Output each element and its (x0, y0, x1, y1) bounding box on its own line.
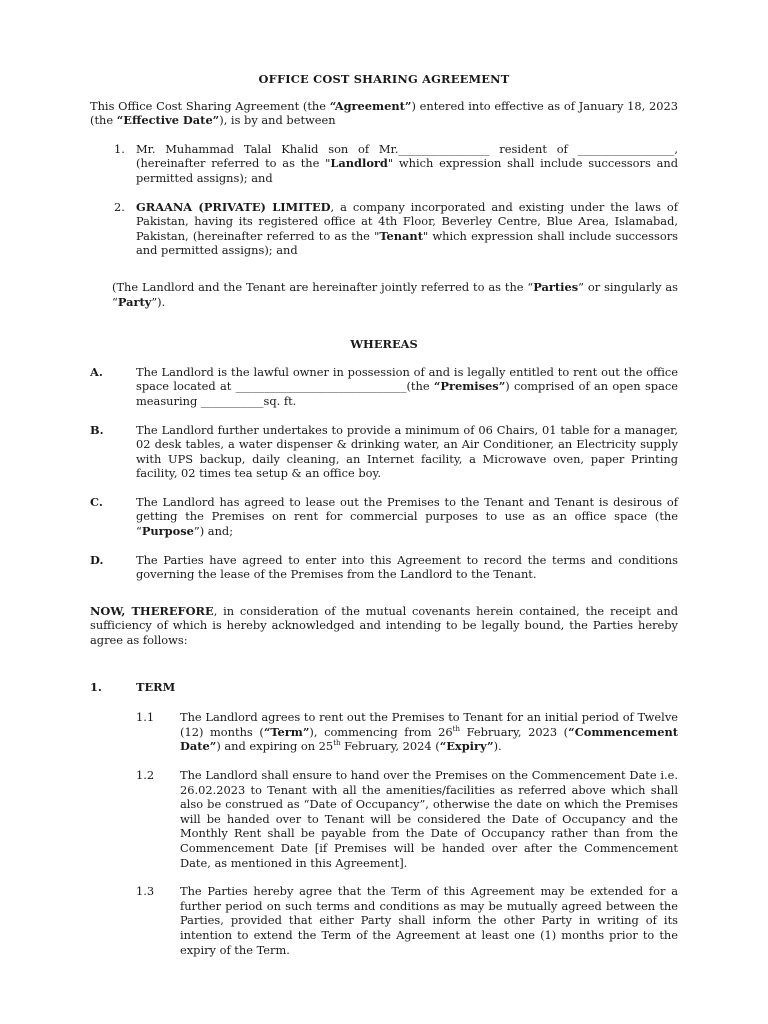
recital-text (136, 365, 678, 409)
clause-1-1 (136, 710, 678, 754)
recital-b (90, 423, 678, 481)
effective-date-term: “Effective Date” (116, 113, 220, 128)
recital-label: D. (90, 552, 104, 567)
tenant-company-name: GRAANA (PRIVATE) LIMITED (136, 199, 331, 214)
jointly-text: (The Landlord and the Tenant are hereinafter jointly referred to as the “ (112, 279, 534, 294)
party-text-part: Mr. Muhammad Talal Khalid son of Mr.________________ resident of _________________, (hereinafter referred to as the " (136, 141, 678, 171)
intro-paragraph (90, 99, 678, 128)
recital-text: The Parties have agreed to enter into this Agreement to record the terms and conditions governing the lease of the Premises from the Landlord to the Tenant. (136, 552, 678, 582)
recital-label: A. (90, 364, 103, 379)
party-tenant (114, 200, 678, 258)
clause-text-part: February, 2023 ( (460, 724, 569, 739)
term-term: “Term” (263, 724, 310, 739)
party-text (136, 200, 678, 258)
recital-label: C. (90, 494, 103, 509)
party-number: 2. (114, 199, 125, 214)
document-title: OFFICE COST SHARING AGREEMENT (258, 72, 510, 86)
now-therefore-lead: NOW, THEREFORE (90, 603, 214, 618)
clause-label: 1.3 (136, 884, 155, 899)
whereas-heading: WHEREAS (350, 337, 418, 352)
recital-a (90, 365, 678, 409)
now-therefore-text: , in consideration of the mutual covenants herein contained, the receipt and sufficiency of which is hereby acknowledged and intending to be legally bound, the Parties hereby agree as follows: (90, 603, 678, 648)
party-term: Party (117, 294, 152, 309)
clause-text-part: ). (493, 739, 502, 754)
section-title: TERM (136, 679, 176, 694)
recital-text (136, 495, 678, 539)
section-number: 1. (90, 679, 102, 694)
recital-text-part: The Landlord is the lawful owner in possession of and is legally entitled to rent out the office space located at ______________________________(the (136, 364, 678, 394)
party-text (136, 142, 678, 186)
now-therefore-paragraph (90, 604, 678, 648)
clause-1-3 (136, 884, 678, 957)
intro-text: ), is by and between (219, 113, 336, 128)
premises-term: “Premises” (433, 379, 506, 394)
commencement-date-term: “Commencement Date” (180, 724, 679, 754)
parties-definition (112, 280, 678, 309)
recital-text-part: The Landlord has agreed to lease out the Premises to the Tenant and Tenant is desirous of getting the Premises on rent for commercial purposes to use as an office space (the “ (136, 494, 678, 539)
recital-text-part: ”) and; (193, 524, 234, 539)
ordinal-suffix: th (333, 739, 341, 748)
party-text-part: " which expression shall include successors and permitted assigns); and (136, 228, 678, 258)
clause-text-part: The Landlord agrees to rent out the Premises to Tenant for an initial period of Twelve (12) months ( (180, 710, 678, 739)
clause-1-2 (136, 768, 678, 870)
recital-d (90, 553, 678, 582)
purpose-term: Purpose (141, 524, 194, 539)
clause-text-part: ), commencing from 26 (309, 724, 453, 739)
expiry-term: “Expiry” (439, 739, 494, 754)
clause-label: 1.1 (136, 710, 155, 725)
clause-label: 1.2 (136, 768, 155, 782)
jointly-text: ” or singularly as “ (112, 279, 678, 309)
recital-label: B. (90, 422, 104, 437)
party-number: 1. (114, 141, 125, 156)
clause-text: The Landlord shall ensure to hand over the Premises on the Commencement Date i.e. 26.02.2023 to Tenant with all the amenities/facilities as referred above which shall also be construed as “Date of Occupancy”, otherwise the date on which the Premises will be handed over to Tenant will be considered the Date of Occupancy and the Monthly Rent shall be payable from the Date of Occupancy rather than from the Commencement Date [if Premises will be handed over after the Commencement Date, as mentioned in this Agreement]. (180, 768, 678, 870)
recital-c (90, 495, 678, 539)
agreement-term: “Agreement” (329, 98, 412, 113)
landlord-term: Landlord (330, 156, 388, 171)
ordinal-suffix: th (452, 725, 460, 734)
tenant-term: Tenant (379, 228, 423, 243)
section-term-heading (90, 680, 678, 695)
jointly-text: ”). (151, 294, 166, 309)
intro-text: This Office Cost Sharing Agreement (the (90, 98, 330, 113)
recital-text: The Landlord further undertakes to provide a minimum of 06 Chairs, 01 table for a manager, 02 desk tables, a water dispenser & drinking water, an Air Conditioner, an Electricity supply with UPS backup, daily cleaning, an Internet facility, a Microwave oven, paper Printing facility, 02 times tea setup & an office boy. (136, 422, 678, 481)
clause-text: The Parties hereby agree that the Term of this Agreement may be extended for a further period on such terms and conditions as may be mutually agreed between the Parties, provided that either Party shall inform the other Party in writing of its intention to extend the Term of the Agreement at least one (1) months prior to the expiry of the Term. (180, 884, 678, 957)
clause-text (180, 710, 678, 754)
parties-term: Parties (533, 279, 579, 294)
clause-text-part: February, 2024 ( (340, 739, 440, 754)
party-text-part: , a company incorporated and existing under the laws of Pakistan, having its registered office at 4th Floor, Beverley Centre, Blue Area, Islamabad, Pakistan, (hereinafter referred to as the " (136, 199, 678, 243)
recital-text-part: ) comprised of an open space measuring ___________sq. ft. (136, 379, 678, 408)
clause-text-part: ) and expiring on 25 (216, 739, 334, 754)
party-text-part: " which expression shall include successors and permitted assigns); and (136, 156, 678, 185)
party-landlord (114, 142, 678, 186)
intro-text: ) entered into effective as of January 18, 2023 (the (90, 98, 679, 128)
